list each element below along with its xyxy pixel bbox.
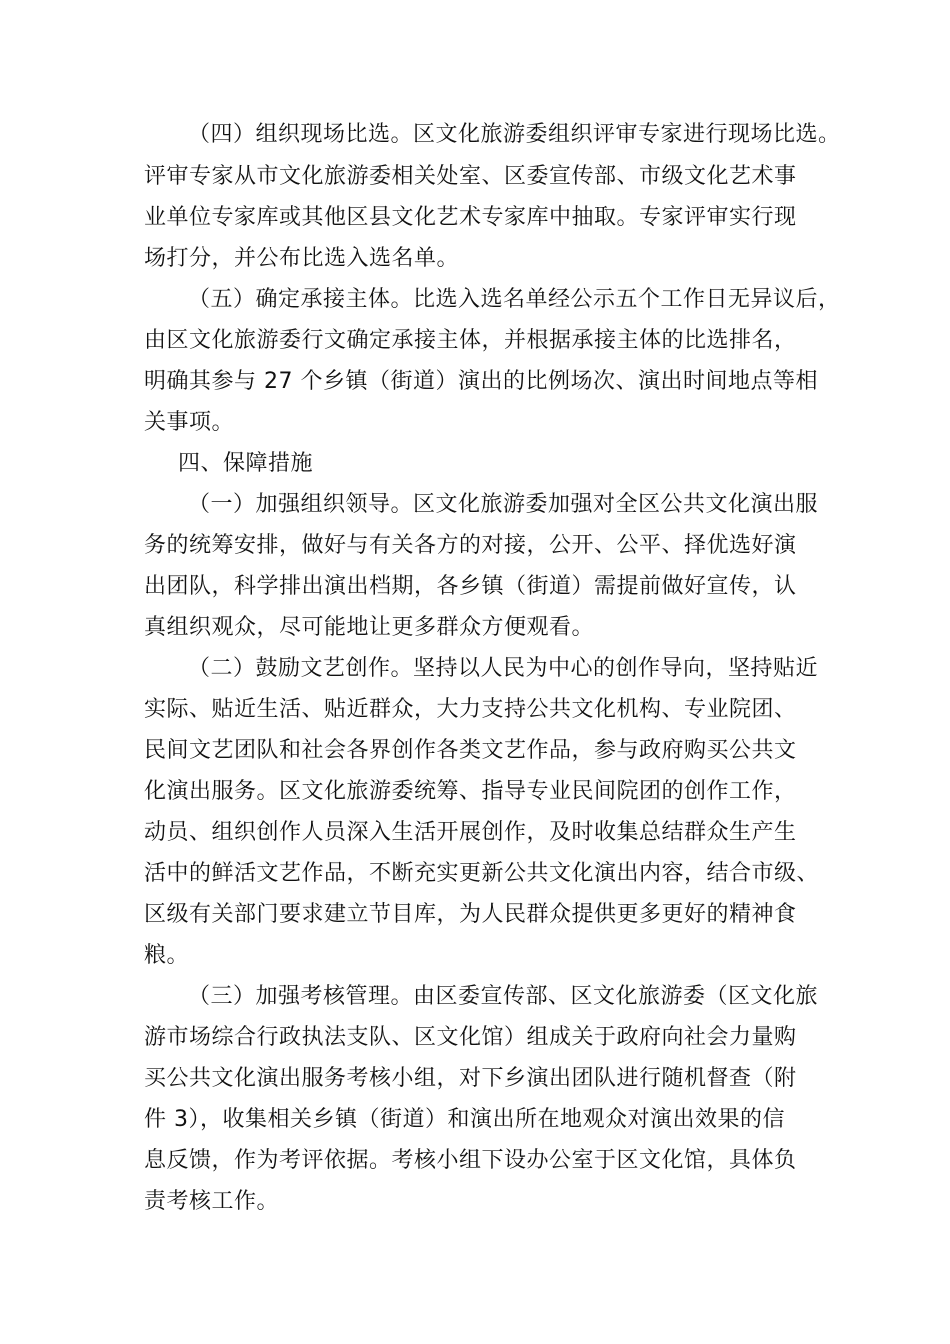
text-line: 业单位专家库或其他区县文化艺术专家库中抽取。专家评审实行现 bbox=[144, 205, 797, 230]
text-line: 息反馈，作为考评依据。考核小组下设办公室于区文化馆，具体负 bbox=[144, 1148, 797, 1173]
text-line: 关事项。 bbox=[144, 410, 235, 435]
text-line: 务的统筹安排，做好与有关各方的对接，公开、公平、择优选好演 bbox=[144, 533, 797, 558]
text-line: 粮。 bbox=[144, 943, 190, 968]
text-line: 动员、组织创作人员深入生活开展创作，及时收集总结群众生产生 bbox=[144, 820, 797, 845]
text-line: 买公共文化演出服务考核小组，对下乡演出团队进行随机督查（附 bbox=[144, 1066, 797, 1091]
text-line: 游市场综合行政执法支队、区文化馆）组成关于政府向社会力量购 bbox=[144, 1025, 797, 1050]
text-line: 出团队，科学排出演出档期，各乡镇（街道）需提前做好宣传，认 bbox=[144, 574, 797, 599]
text-line: （二）鼓励文艺创作。坚持以人民为中心的创作导向，坚持贴近 bbox=[188, 656, 819, 681]
text-line: 由区文化旅游委行文确定承接主体，并根据承接主体的比选排名， bbox=[144, 328, 797, 353]
text-line: 化演出服务。区文化旅游委统筹、指导专业民间院团的创作工作， bbox=[144, 779, 797, 804]
text-line: 区级有关部门要求建立节目库，为人民群众提供更多更好的精神食 bbox=[144, 902, 797, 927]
text-line: 活中的鲜活文艺作品，不断充实更新公共文化演出内容，结合市级、 bbox=[144, 861, 820, 886]
text-line: 件 3），收集相关乡镇（街道）和演出所在地观众对演出效果的信 bbox=[144, 1107, 785, 1132]
text-line: 实际、贴近生活、贴近群众，大力支持公共文化机构、专业院团、 bbox=[144, 697, 797, 722]
text-line: 民间文艺团队和社会各界创作各类文艺作品，参与政府购买公共文 bbox=[144, 738, 797, 763]
section-heading: 四、保障措施 bbox=[178, 451, 314, 476]
text-line: 责考核工作。 bbox=[144, 1189, 280, 1214]
text-line: 评审专家从市文化旅游委相关处室、区委宣传部、市级文化艺术事 bbox=[144, 164, 797, 189]
text-line: （五）确定承接主体。比选入选名单经公示五个工作日无异议后， bbox=[188, 287, 841, 312]
text-line: （四）组织现场比选。区文化旅游委组织评审专家进行现场比选。 bbox=[188, 122, 841, 147]
text-line: （三）加强考核管理。由区委宣传部、区文化旅游委（区文化旅 bbox=[188, 984, 819, 1009]
text-line: 明确其参与 27 个乡镇（街道）演出的比例场次、演出时间地点等相 bbox=[144, 369, 818, 394]
text-line: （一）加强组织领导。区文化旅游委加强对全区公共文化演出服 bbox=[188, 492, 819, 517]
text-line: 真组织观众，尽可能地让更多群众方便观看。 bbox=[144, 615, 595, 640]
text-line: 场打分，并公布比选入选名单。 bbox=[144, 246, 460, 271]
